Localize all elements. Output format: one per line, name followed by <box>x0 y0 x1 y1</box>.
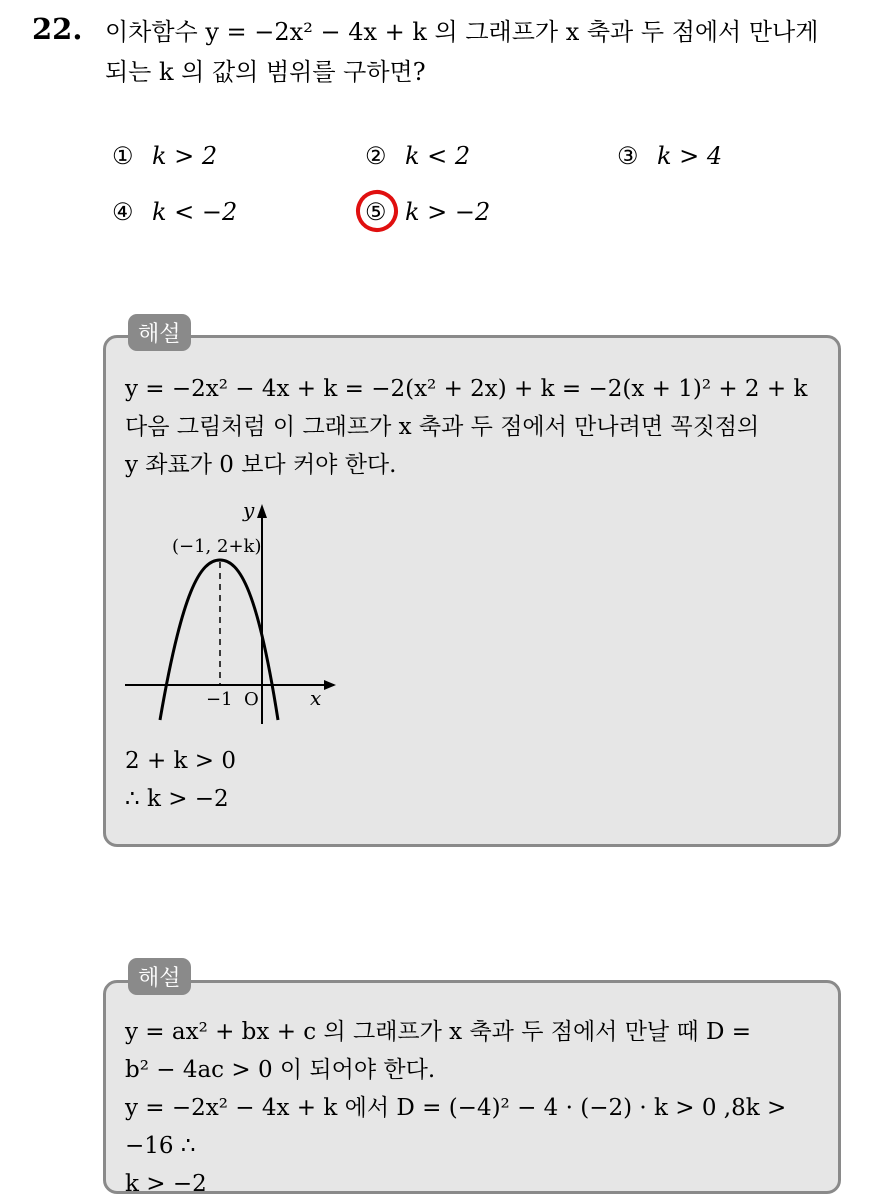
question-text-line2: 되는 k 의 값의 범위를 구하면? <box>105 58 426 86</box>
origin-label: O <box>244 689 259 710</box>
vertex-label: (−1, 2+k) <box>172 536 262 557</box>
parabola-graph <box>120 492 350 732</box>
answer-circle-mark <box>350 184 404 238</box>
choice-2-number: ② <box>365 142 387 170</box>
choice-1[interactable] <box>112 142 217 170</box>
solution-1-text <box>125 370 830 484</box>
choice-1-number: ① <box>112 142 134 170</box>
choice-4-number: ④ <box>112 198 134 226</box>
question-text-line1: 이차함수 y = −2x² − 4x + k 의 그래프가 x 축과 두 점에서 만나게 <box>105 18 819 46</box>
choice-3-text: k > 4 <box>657 142 723 170</box>
y-axis-arrow <box>257 504 267 518</box>
choice-5-text: k > −2 <box>405 198 491 226</box>
x-axis-label: x <box>310 686 322 710</box>
question-number: 22. <box>32 12 83 46</box>
choice-3-number: ③ <box>617 142 639 170</box>
answer-choices <box>112 138 832 238</box>
choice-1-text: k > 2 <box>152 142 218 170</box>
solution-1-line5: ∴ k > −2 <box>125 786 229 812</box>
solution-2-line2: b² − 4ac > 0 이 되어야 한다. <box>125 1057 436 1083</box>
choice-5-number: ⑤ <box>365 198 387 226</box>
solution-2-line1: y = ax² + bx + c 의 그래프가 x 축과 두 점에서 만날 때 D = <box>125 1019 751 1045</box>
solution-2-line3: y = −2x² − 4x + k 에서 D = (−4)² − 4 · (−2) · k > 0 ,8k > −16 ∴ <box>125 1095 787 1159</box>
solution-2-line4: k > −2 <box>125 1171 207 1197</box>
solution-1-line1: y = −2x² − 4x + k = −2(x² + 2x) + k = −2(x + 1)² + 2 + k <box>125 376 808 402</box>
choice-3[interactable] <box>617 142 722 170</box>
solution-1-line4: 2 + k > 0 <box>125 748 236 774</box>
question-text <box>105 12 875 92</box>
solution-1-line2: 다음 그림처럼 이 그래프가 x 축과 두 점에서 만나려면 꼭짓점의 <box>125 414 760 440</box>
solution-tag-1: 해설 <box>128 314 191 351</box>
x-axis-arrow <box>324 680 336 690</box>
solution-tag-2: 해설 <box>128 958 191 995</box>
x-tick-label: −1 <box>206 689 233 710</box>
choice-4-text: k < −2 <box>152 198 238 226</box>
choice-2[interactable] <box>365 142 470 170</box>
solution-1-conclusion <box>125 742 236 818</box>
solution-1-line3: y 좌표가 0 보다 커야 한다. <box>125 452 397 478</box>
choice-2-text: k < 2 <box>405 142 471 170</box>
choice-4[interactable] <box>112 198 237 226</box>
solution-2-text <box>125 1013 830 1203</box>
y-axis-label: y <box>243 498 255 522</box>
